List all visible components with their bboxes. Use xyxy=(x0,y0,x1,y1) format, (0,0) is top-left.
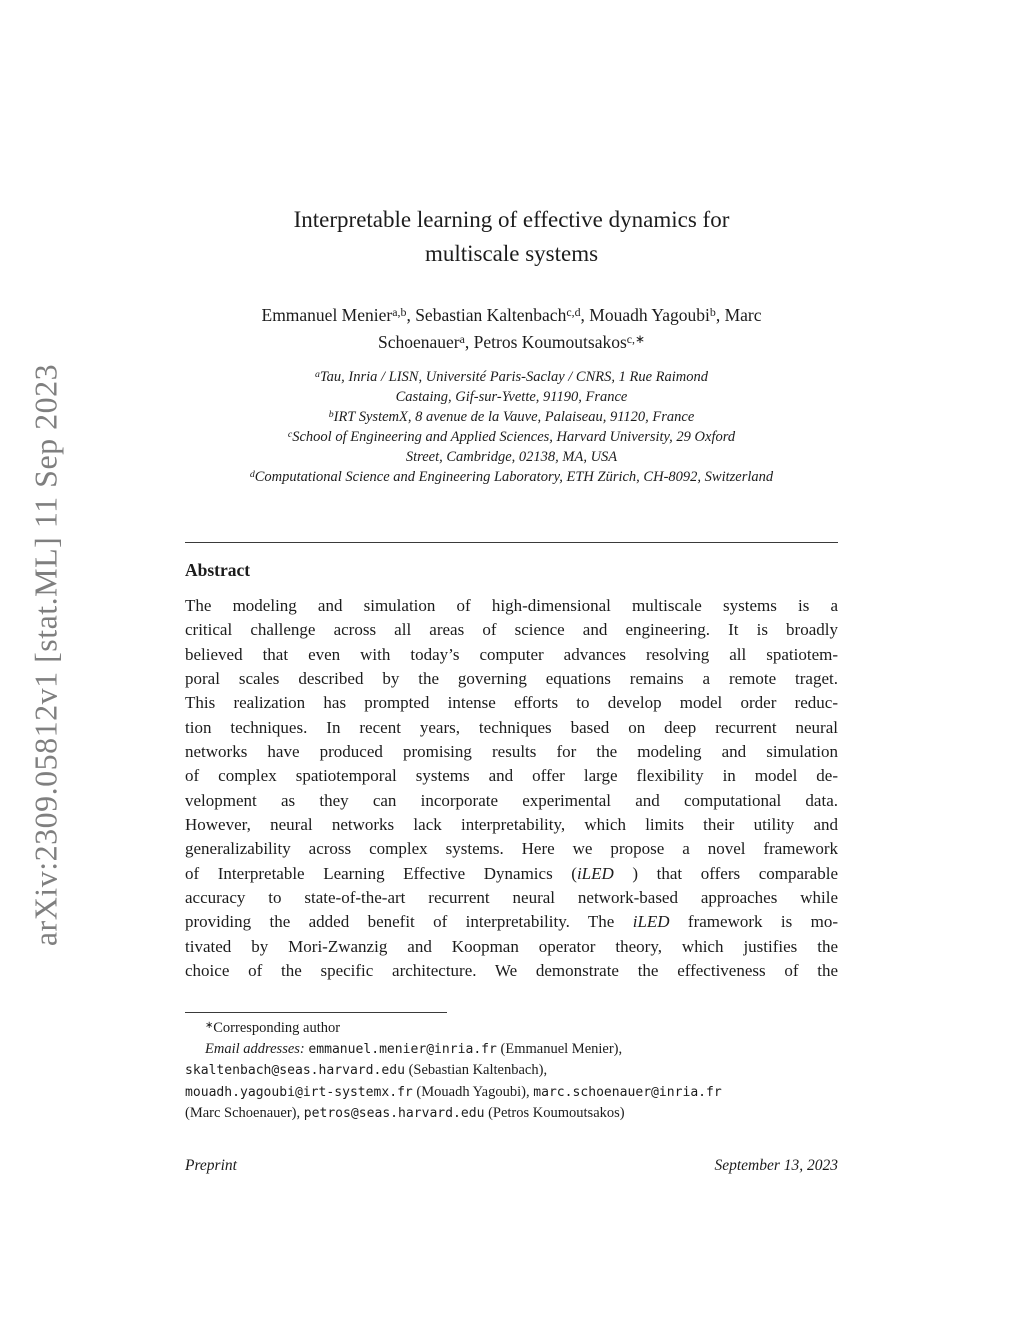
fnline: Email addresses: emmanuel.menier@inria.fr (Emmanuel Menier), xyxy=(205,1040,623,1057)
footer-preprint-label: Preprint xyxy=(185,1157,237,1174)
aline: generalizability across complex systems. Here we propose a novel framework xyxy=(185,839,838,859)
aline: believed that even with today’s computer advances resolving all spatiotem- xyxy=(185,644,838,664)
aline: velopment as they can incorporate experimental and computational data. xyxy=(185,790,838,810)
aline: of complex spatiotemporal systems and offer large flexibility in model de- xyxy=(185,766,838,786)
affil-line: Street, Cambridge, 02138, MA, USA xyxy=(405,449,618,465)
aline: networks have produced promising results for the modeling and simulation xyxy=(185,742,838,762)
affil-line: $^a$Tau, Inria / LISN, Université Paris-Saclay / CNRS, 1 Rue Raimond xyxy=(314,368,709,385)
footnote-block xyxy=(185,1018,838,1125)
footnote-rule xyxy=(185,1012,447,1013)
fnline: mouadh.yagoubi@irt-systemx.fr (Mouadh Yagoubi), marc.schoenauer@inria.fr xyxy=(185,1083,722,1100)
aline: This realization has prompted intense efforts to develop model order reduc- xyxy=(185,693,838,713)
author-line: Emmanuel Menier$^{a,b}$, Sebastian Kaltenbach$^{c,d}$, Mouadh Yagoubi$^b$, Marc xyxy=(261,304,762,325)
affil-line: $^b$IRT SystemX, 8 avenue de la Vauve, Palaiseau, 91120, France xyxy=(328,408,695,425)
abstract-heading: Abstract xyxy=(185,560,251,580)
affiliations xyxy=(185,367,838,487)
aline: of Interpretable Learning Effective Dynamics (iLED ) that offers comparable xyxy=(185,863,838,883)
paper-title-line: multiscale systems xyxy=(424,241,599,266)
aline: tivated by Mori-Zwanzig and Koopman operator theory, which justifies the xyxy=(185,936,838,956)
aline: accuracy to state-of-the-art recurrent neural network-based approaches while xyxy=(185,888,838,908)
abstract-text xyxy=(185,596,838,986)
author-list xyxy=(185,302,838,356)
affil-line: $^c$School of Engineering and Applied Sciences, Harvard University, 29 Oxford xyxy=(287,428,736,445)
aline: choice of the specific architecture. We demonstrate the effectiveness of the xyxy=(185,961,838,981)
aline: tion techniques. In recent years, techniques based on deep recurrent neural xyxy=(185,717,838,737)
paper-title-line: Interpretable learning of effective dynamics for xyxy=(293,207,730,232)
fnline: ∗Corresponding author xyxy=(205,1019,341,1036)
paper-title xyxy=(185,203,838,271)
aline: providing the added benefit of interpretability. The iLED framework is mo- xyxy=(185,912,838,932)
aline: The modeling and simulation of high-dimensional multiscale systems is a xyxy=(185,596,838,615)
page-footer xyxy=(185,1157,838,1175)
arxiv-watermark: arXiv:2309.05812v1 [stat.ML] 11 Sep 2023 xyxy=(27,363,64,947)
affil-line: Castaing, Gif-sur-Yvette, 91190, France xyxy=(395,389,628,405)
text-column xyxy=(185,0,838,1325)
aline: poral scales described by the governing equations remains a remote traget. xyxy=(185,669,838,689)
fnline: skaltenbach@seas.harvard.edu (Sebastian Kaltenbach), xyxy=(185,1062,548,1078)
fnline: (Marc Schoenauer), petros@seas.harvard.edu (Petros Koumoutsakos) xyxy=(185,1105,625,1121)
author-line: Schoenauer$^a$, Petros Koumoutsakos$^{c,∗}$ xyxy=(377,331,645,352)
aline: critical challenge across all areas of science and engineering. It is broadly xyxy=(185,620,838,640)
aline: However, neural networks lack interpretability, which limits their utility and xyxy=(185,815,838,835)
affil-line: $^d$Computational Science and Engineering Laboratory, ETH Zürich, CH-8092, Switzerland xyxy=(249,468,774,485)
footer-date: September 13, 2023 xyxy=(714,1157,838,1174)
abstract-top-rule xyxy=(185,542,838,543)
